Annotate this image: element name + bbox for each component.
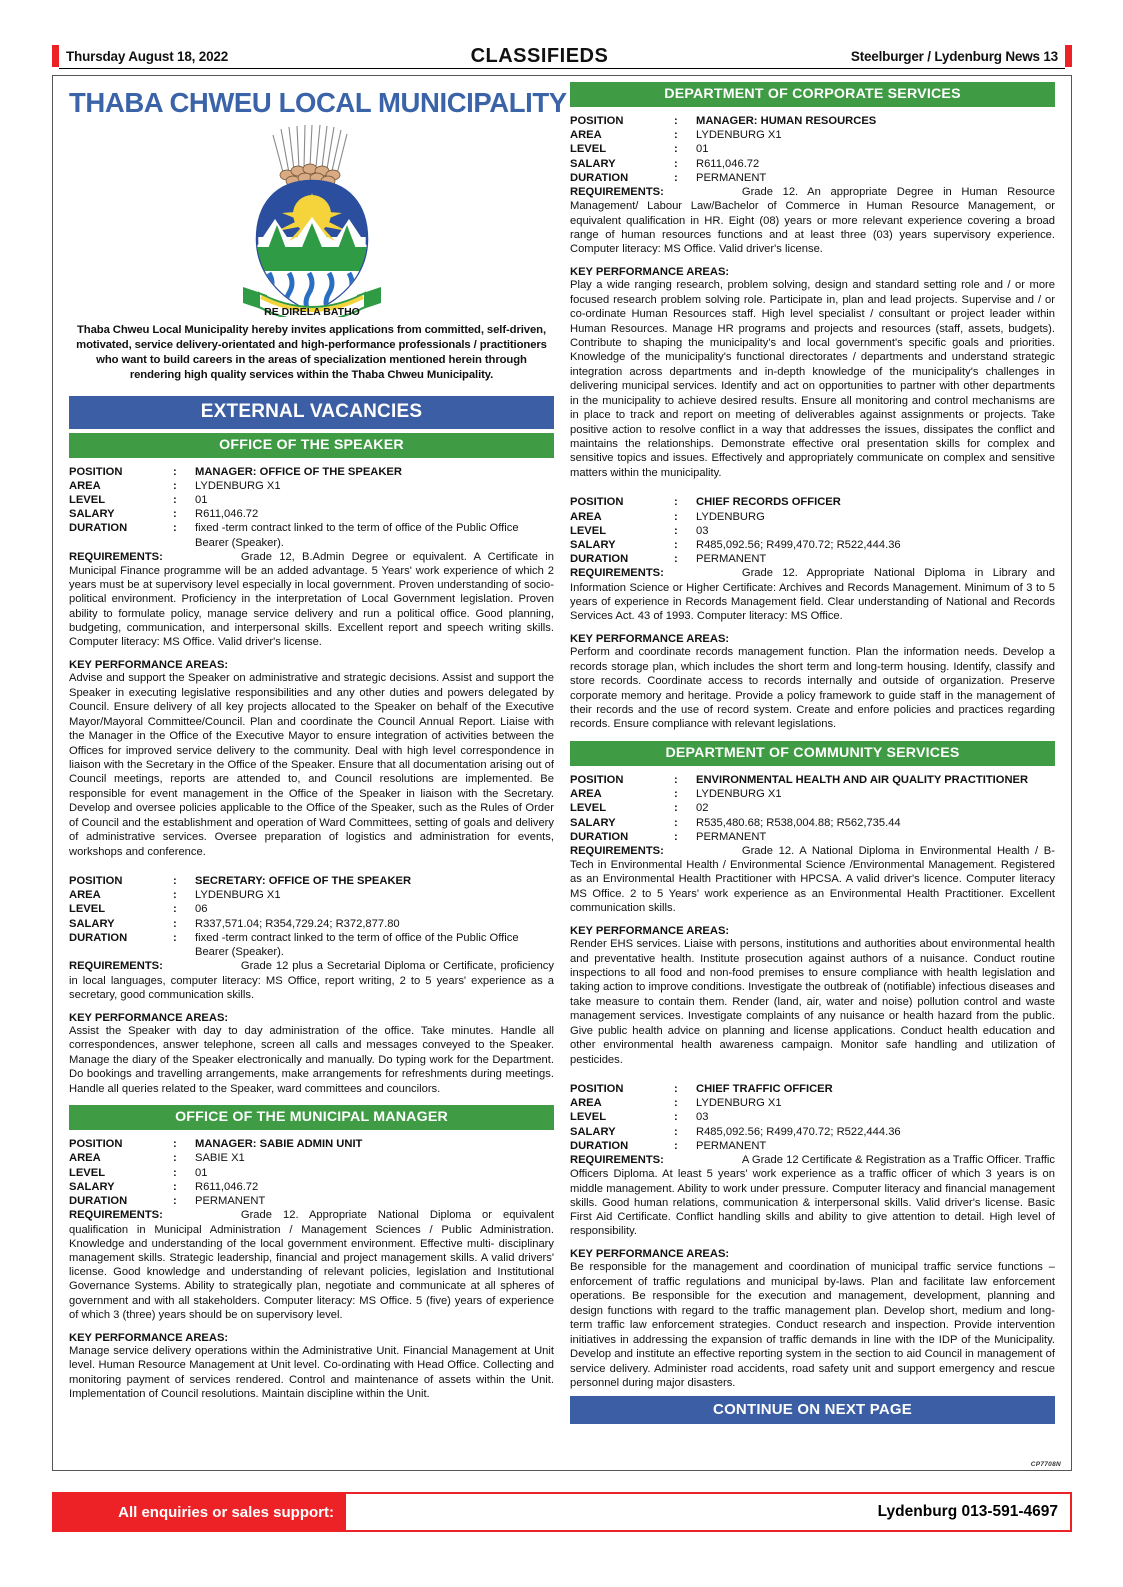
field-value: PERMANENT	[696, 830, 767, 843]
field-colon: :	[159, 1209, 163, 1222]
kpa-heading: KEY PERFORMANCE AREAS:	[69, 1012, 229, 1024]
field-label: REQUIREMENTS	[69, 960, 160, 973]
advert-left-column	[61, 82, 567, 1466]
field-colon: :	[674, 496, 678, 509]
field-colon: :	[173, 493, 177, 506]
field-level	[69, 1166, 554, 1180]
masthead-publication: Steelburger / Lydenburg News 13	[850, 48, 1058, 64]
job-field-table	[570, 114, 1055, 185]
field-colon: :	[674, 510, 678, 523]
field-colon: :	[660, 845, 664, 857]
field-label: LEVEL	[570, 1111, 607, 1124]
job-listing	[570, 773, 1055, 1067]
field-value: LYDENBURG X1	[195, 479, 281, 492]
field-label: LEVEL	[570, 802, 607, 815]
job-field-table	[570, 1082, 1055, 1153]
kpa-text: Assist the Speaker with day to day administration of the office. Take minutes. Handle all correspondences, answer telephone, screen all calls and messages conveyed to the Speaker. Manage the diary of the Speaker electronically and manually. Do typing work for the Department. Do bookings and travelling arrangements, make arrangements for refreshments during meetings. Handle all queries related to the Speaker, ward committees and councilors.	[69, 1025, 554, 1095]
field-label: POSITION	[69, 1138, 123, 1151]
field-value: R611,046.72	[195, 508, 259, 521]
field-colon: :	[173, 1166, 177, 1179]
field-value: R611,046.72	[696, 157, 760, 170]
field-requirements	[69, 1208, 554, 1322]
field-colon: :	[674, 1139, 678, 1152]
field-position	[570, 773, 1055, 787]
field-level	[570, 524, 1055, 538]
field-colon: :	[159, 960, 163, 973]
field-level	[570, 801, 1055, 815]
field-colon: :	[674, 171, 678, 184]
field-value: PERMANENT	[195, 1195, 266, 1208]
field-label: POSITION	[570, 773, 624, 786]
job-listing	[69, 874, 554, 1096]
field-level	[570, 142, 1055, 156]
field-value: MANAGER: HUMAN RESOURCES	[696, 115, 877, 127]
field-colon: :	[173, 903, 177, 916]
field-label: LEVEL	[69, 903, 106, 916]
field-colon: :	[173, 1152, 177, 1165]
field-colon: :	[674, 553, 678, 566]
kpa-text: Manage service delivery operations within the Administrative Unit. Financial Management at Unit level. Human Resource Management at Unit level. Co-ordinating with Head Office. Collecting and monitoring payment of services rendered. Control and maintenance of assets within the Unit. Implementation of Council resolutions. Maintain discipline within the Unit.	[69, 1345, 554, 1401]
field-label: LEVEL	[69, 493, 106, 506]
field-colon: :	[173, 508, 177, 521]
field-duration	[570, 1139, 1055, 1153]
field-colon: :	[173, 479, 177, 492]
field-value: ENVIRONMENTAL HEALTH AND AIR QUALITY PRACTITIONER	[696, 773, 1029, 786]
job-listing	[570, 1082, 1055, 1390]
field-label: POSITION	[570, 1083, 624, 1096]
field-value: CHIEF RECORDS OFFICER	[696, 496, 841, 509]
field-salary	[69, 507, 554, 521]
field-duration	[570, 552, 1055, 566]
field-label: DURATION	[570, 553, 629, 566]
field-colon: :	[674, 1125, 678, 1138]
field-label: SALARY	[69, 1180, 115, 1193]
kpa-heading: KEY PERFORMANCE AREAS:	[570, 925, 730, 938]
field-requirements	[570, 566, 1055, 623]
field-label: SALARY	[570, 816, 616, 829]
enquiries-label: All enquiries or sales support:	[54, 1494, 344, 1530]
field-position	[69, 874, 554, 888]
field-colon: :	[674, 129, 678, 142]
kpa-text: Play a wide ranging research, problem solving, design and standard setting role and / or more focused research problem solving role. Participate in, plan and lead projects. Supervise and / or co-ordinate Human Resources staff. High level specialist / consultant or project leader within Human Resources. Manage HR programs and projects and resources (staff, assets, budgets). Contribute to shaping the municipality's and local government's specific goals and priorities. Knowledge of the municipality's functional directorates / departments and understand strategic integration across departments and in-depth knowledge of the municipality's challenges in delivering municipal services. Identify and act on opportunities to partner with other departments in the municipality to achieve desired results. Ensure all monitoring and control mechanisms are in place to track and report on meeting of deliverables against assignments or projects. Take positive action to resolve conflict in a way that addresses the issues, dissipates the conflict and maintains the relationships. Demonstrate effective oral presentation skills for complex and sensitive topics and issues. Effectively and appropriately communicate on complex and sensitive matters within the municipality.	[570, 279, 1055, 479]
masthead-section-title: CLASSIFIEDS	[470, 44, 609, 67]
field-label: AREA	[69, 479, 101, 492]
job-listing	[570, 495, 1055, 732]
kpa-text: Advise and support the Speaker on administrative and strategic decisions. Assist and support the Speaker in executing legislative responsibilities and any other duties and powers delegated by Council. Ensure delivery of all key projects allocated to the Speaker on behalf of the Executive Mayor/Mayoral Committee/Council. Plan and coordinate the Council Annual Report. Liaise with the Manager in the Office of the Executive Mayor to ensure integration of activities between the Offices for improved service delivery to the community. Deal with high level correspondence in liaison with the Secretary in the Office of the Speaker. Ensure that all documentation arising out of Council meetings, reports are attended to, and Council resolutions are implemented. Be responsible for event management in the Office of the Speaker in liaison with the Secretary. Develop and oversee policies applicable to the Office of the Speaker, such as the Rules of Order of Council and the establishment and operation of Ward Committees, setting of goals and delivery of administrative services. Oversee preparation of logistics and administration for events, workshops and conference.	[69, 672, 554, 858]
field-label: SALARY	[69, 917, 115, 930]
kpa-text: Be responsible for the management and coordination of municipal traffic service functions – enforcement of traffic regulations and municipal by-laws. Plan and facilitate law enforcement operations. Be responsible for the execution and management, development, planning and design functions with regard to the traffic management plan. Develop short, medium and long-term traffic law enforcement strategies. Conduct research and inspection. Provide intervention initiatives in addressing the expansion of traffic demands in line with the IDP of the Municipality. Develop and institute an effective reporting system in the section to aid Council in management of service delivery. Administer road accidents, road safety unit and support emergency and rescue personnel during major disasters.	[570, 1261, 1055, 1389]
field-value: 03	[696, 524, 709, 537]
field-label: DURATION	[570, 171, 629, 184]
field-label: SALARY	[570, 538, 616, 551]
field-colon: :	[173, 1138, 177, 1151]
field-level	[69, 902, 554, 916]
coat-of-arms-icon	[237, 121, 387, 317]
field-colon: :	[660, 567, 664, 580]
field-value: fixed -term contract linked to the term of office of the Public Office Bearer (Speaker).	[195, 522, 519, 549]
field-area	[570, 787, 1055, 801]
job-listing	[69, 465, 554, 860]
kpa-heading: KEY PERFORMANCE AREAS:	[69, 659, 229, 672]
field-requirements	[69, 550, 554, 650]
section-heading-corporate-services: DEPARTMENT OF CORPORATE SERVICES	[570, 82, 1055, 107]
field-salary	[69, 1180, 554, 1194]
field-salary	[570, 157, 1055, 171]
field-label: DURATION	[570, 1139, 629, 1152]
field-value: LYDENBURG X1	[696, 1097, 782, 1110]
field-colon: :	[674, 115, 678, 127]
job-field-table	[69, 465, 554, 550]
job-field-table	[69, 1137, 554, 1208]
field-duration	[69, 1194, 554, 1208]
field-colon: :	[674, 773, 678, 786]
field-label: LEVEL	[570, 143, 607, 156]
field-value: Grade 12 plus a Secretarial Diploma or Certificate, proficiency in local languages, computer literacy: MS Office, report writing, 2 to 5 years' experience as a secretary, good communication skills.	[69, 960, 554, 1001]
enquiries-contact[interactable]: Lydenburg 013-591-4697	[344, 1494, 1070, 1530]
field-requirements	[570, 1153, 1055, 1238]
field-value: A Grade 12 Certificate & Registration as a Traffic Officer. Traffic Officers Diploma. At least 5 years' work experience as a traffic officer of which 3 years is on middle management. Ability to work under pressure. Computer literacy and financial management skills. Good human relations, communication & interpersonal skills. Valid driver's license. Basic First Aid Certificate. Conflict handling skills and ability to give attention to detail. High level of responsibility.	[570, 1154, 1055, 1238]
field-value: 01	[696, 143, 709, 156]
field-colon: :	[674, 157, 678, 170]
field-value: SECRETARY: OFFICE OF THE SPEAKER	[195, 875, 412, 888]
field-colon: :	[173, 1180, 177, 1193]
field-label: POSITION	[570, 115, 624, 127]
field-label: DURATION	[69, 522, 128, 535]
field-level	[69, 493, 554, 507]
field-value: LYDENBURG X1	[195, 889, 281, 902]
field-salary	[570, 538, 1055, 552]
field-label: REQUIREMENTS	[69, 550, 160, 563]
job-field-table	[570, 495, 1055, 566]
field-colon: :	[674, 788, 678, 801]
field-colon: :	[660, 186, 664, 199]
field-area	[69, 1151, 554, 1165]
field-colon: :	[173, 917, 177, 930]
field-position	[570, 114, 1055, 128]
field-value: R485,092.56; R499,470.72; R522,444.36	[696, 538, 901, 551]
field-colon: :	[660, 1154, 664, 1167]
logo-motto-text: RE DIRELA BATHO	[263, 306, 360, 317]
section-heading-community-services: DEPARTMENT OF COMMUNITY SERVICES	[570, 741, 1055, 766]
field-duration	[570, 171, 1055, 185]
field-value: 01	[195, 1166, 208, 1179]
field-value: 06	[195, 903, 208, 916]
field-value: R535,480.68; R538,004.88; R562,735.44	[696, 816, 901, 829]
external-vacancies-band: EXTERNAL VACANCIES	[69, 396, 554, 429]
page-masthead	[52, 44, 1072, 68]
field-colon: :	[173, 522, 177, 535]
kpa-heading: KEY PERFORMANCE AREAS:	[570, 633, 730, 646]
field-label: REQUIREMENTS	[570, 567, 661, 580]
field-colon: :	[674, 802, 678, 815]
masthead-left-accent	[52, 45, 59, 67]
field-value: MANAGER: SABIE ADMIN UNIT	[195, 1138, 363, 1151]
municipality-title: THABA CHWEU LOCAL MUNICIPALITY	[69, 87, 567, 118]
advert-code: CP7708N	[1030, 1461, 1061, 1468]
field-value: R337,571.04; R354,729.24; R372,877.80	[195, 917, 400, 930]
job-field-table	[69, 874, 554, 959]
field-label: AREA	[69, 1152, 101, 1165]
field-value: PERMANENT	[696, 171, 767, 184]
advert-right-column	[562, 82, 1063, 1466]
field-value: Grade 12. Appropriate National Diploma in Library and Information Science or Higher Certificate: Archives and Records Management. Minimum of 3 to 5 years of experience in Records Management field. Clear understanding of National and Records Services Act. 43 of 1993. Computer literacy: MS Office.	[570, 567, 1055, 623]
advert-intro-text: Thaba Chweu Local Municipality hereby invites applications from committed, self-driven, motivated, service delivery-orientated and high-performance professionals / practitioners who want to build careers in the areas of specialization mentioned herein through rendering high quality services within the Thaba Chweu Municipality.	[76, 324, 547, 382]
field-label: DURATION	[570, 830, 629, 843]
kpa-heading: KEY PERFORMANCE AREAS:	[69, 1332, 229, 1345]
field-area	[570, 510, 1055, 524]
field-label: POSITION	[69, 875, 123, 888]
field-label: SALARY	[69, 508, 115, 521]
field-colon: :	[674, 830, 678, 843]
field-value: PERMANENT	[696, 1139, 767, 1152]
field-duration	[69, 931, 554, 959]
kpa-heading: KEY PERFORMANCE AREAS:	[570, 1248, 730, 1261]
field-colon: :	[674, 816, 678, 829]
field-value: 01	[195, 493, 208, 506]
field-label: DURATION	[69, 931, 128, 944]
field-colon: :	[173, 875, 177, 888]
field-value: 03	[696, 1111, 709, 1124]
field-value: R611,046.72	[195, 1180, 259, 1193]
job-listing	[570, 114, 1055, 480]
field-position	[570, 495, 1055, 509]
section-heading-municipal-manager: OFFICE OF THE MUNICIPAL MANAGER	[69, 1105, 554, 1130]
field-label: LEVEL	[570, 524, 607, 537]
kpa-text: Render EHS services. Liaise with persons, institutions and authorities about environmental health and preventative health. Institute prosecution against authors of a nuisance. Conduct routine inspections to all food and non-food premises to ensure compliance with health legislation and taking action to improve conditions. Investigate the outbreak of (notifiable) infectious diseases and take measure to contain them. Render (land, air, water and noise) pollution control and waste management services. Investigate complaints of any nuisance or health hazard from the public. Give public health advice on planning and license applications. Conduct health education and other environmental health awareness campaign. Monitor safe handling and utilization of pesticides.	[570, 938, 1055, 1066]
job-listing	[69, 1137, 554, 1402]
field-position	[570, 1082, 1055, 1096]
field-label: REQUIREMENTS	[570, 186, 661, 199]
field-colon: :	[674, 143, 678, 156]
field-label: REQUIREMENTS	[570, 1154, 661, 1167]
field-label: AREA	[570, 1097, 602, 1110]
field-level	[570, 1110, 1055, 1124]
field-label: POSITION	[69, 465, 123, 478]
kpa-heading: KEY PERFORMANCE AREAS:	[570, 266, 730, 279]
field-value: Grade 12. A National Diploma in Environmental Health / B-Tech in Environmental Health / Environmental Science /Environmental Management. Registered as an Environmental Health Practitioner with HPCSA. A valid driver's licence. Computer literacy MS Office. 2 to 5 Years' work experience as an Environmental Health Practitioner. Excellent communication skills.	[570, 845, 1055, 914]
field-colon: :	[674, 538, 678, 551]
field-salary	[570, 1125, 1055, 1139]
field-label: AREA	[570, 129, 602, 142]
field-position	[69, 465, 554, 479]
field-area	[570, 128, 1055, 142]
field-duration	[69, 521, 554, 549]
field-label: AREA	[570, 510, 602, 523]
field-label: AREA	[69, 889, 101, 902]
field-position	[69, 1137, 554, 1151]
field-value: fixed -term contract linked to the term of office of the Public Office Bearer (Speaker).	[195, 931, 519, 959]
field-colon: :	[173, 889, 177, 902]
kpa-text: Perform and coordinate records management function. Plan the information needs. Develop a records storage plan, which includes the short term and long-term housing. Identify, classify and store records. Coordinate access to records internally and outside of organization. Preserve corporate memory and heritage. Provide a policy framework to guide staff in the management of their records and the use of record system. Create and enfore policies and practices regarding records. Ensure compliance with relevant legislations.	[570, 646, 1055, 731]
field-value: Grade 12, B.Admin Degree or equivalent. A Certificate in Municipal Finance programme will be an added advantage. 5 Years' work experience of which 2 years must be at supervisory level especially in local government. Proven understanding of socio-political environment. Proficiency in the interpretation of Local Government legislation. Proven ability to formulate policy, manage service delivery and run a political office. Good planning, budgeting, communication, and interpersonal skills. Excellent report and speech writing skills. Computer literacy: MS Office. Valid driver's license.	[69, 550, 554, 649]
field-label: REQUIREMENTS	[570, 845, 661, 857]
field-area	[69, 479, 554, 493]
field-label: REQUIREMENTS	[69, 1209, 160, 1222]
field-salary	[570, 816, 1055, 830]
field-duration	[570, 830, 1055, 844]
field-label: AREA	[570, 788, 602, 801]
field-value: Grade 12. Appropriate National Diploma or equivalent qualification in Municipal Administration / Management Sciences / Public Administration. Knowledge and understanding of the local government environment. Effective multi- disciplinary management skills. Strategic leadership, financial and project management skills. A valid drivers' license. Good knowledge and understanding of relevant policies, legislation and Institutional Governance Systems. Ability to strategically plan, negotiate and communicate at all spheres of government and with all stakeholders. Computer literacy: MS Office. 5 (five) years of experience of which 3 (three) years should be on supervisory level.	[69, 1209, 554, 1321]
field-colon: :	[173, 465, 177, 478]
vacancy-advert	[52, 75, 1072, 1471]
field-colon: :	[173, 1195, 177, 1208]
field-colon: :	[674, 1111, 678, 1124]
section-heading-speaker: OFFICE OF THE SPEAKER	[69, 433, 554, 458]
continue-next-page-band: CONTINUE ON NEXT PAGE	[570, 1396, 1055, 1424]
field-value: CHIEF TRAFFIC OFFICER	[696, 1083, 833, 1096]
field-label: DURATION	[69, 1195, 128, 1208]
municipality-logo	[69, 121, 554, 317]
field-colon: :	[674, 1097, 678, 1110]
field-value: LYDENBURG X1	[696, 129, 782, 142]
field-requirements	[570, 844, 1055, 915]
field-colon: :	[159, 550, 163, 563]
field-value: LYDENBURG X1	[696, 788, 782, 801]
field-value: Grade 12. An appropriate Degree in Human Resource Management/ Labour Law/Bachelor of Commerce in Human Resource Management, or equivalent qualification in HR. Eight (08) years or more relevant experience covering a broad range of human resources functions and at least three (03) years supervisory experience. Computer literacy: MS Office. Valid driver's license.	[570, 186, 1055, 255]
field-value: LYDENBURG	[696, 510, 765, 523]
field-colon: :	[674, 524, 678, 537]
field-salary	[69, 917, 554, 931]
job-field-table	[570, 773, 1055, 844]
field-value: 02	[696, 802, 709, 815]
field-requirements	[69, 959, 554, 1002]
field-label: SALARY	[570, 1125, 616, 1138]
field-value: SABIE X1	[195, 1152, 245, 1165]
field-area	[570, 1096, 1055, 1110]
field-value: R485,092.56; R499,470.72; R522,444.36	[696, 1125, 901, 1138]
field-colon: :	[173, 931, 177, 944]
enquiries-footer	[52, 1492, 1072, 1532]
masthead-divider	[59, 68, 1065, 69]
field-label: POSITION	[570, 496, 624, 509]
masthead-date: Thursday August 18, 2022	[66, 48, 229, 64]
field-colon: :	[674, 1083, 678, 1096]
field-requirements	[570, 185, 1055, 256]
field-label: SALARY	[570, 157, 616, 170]
field-value: MANAGER: OFFICE OF THE SPEAKER	[195, 465, 402, 478]
field-label: LEVEL	[69, 1166, 106, 1179]
field-area	[69, 888, 554, 902]
field-value: PERMANENT	[696, 553, 767, 566]
masthead-right-accent	[1065, 45, 1072, 67]
